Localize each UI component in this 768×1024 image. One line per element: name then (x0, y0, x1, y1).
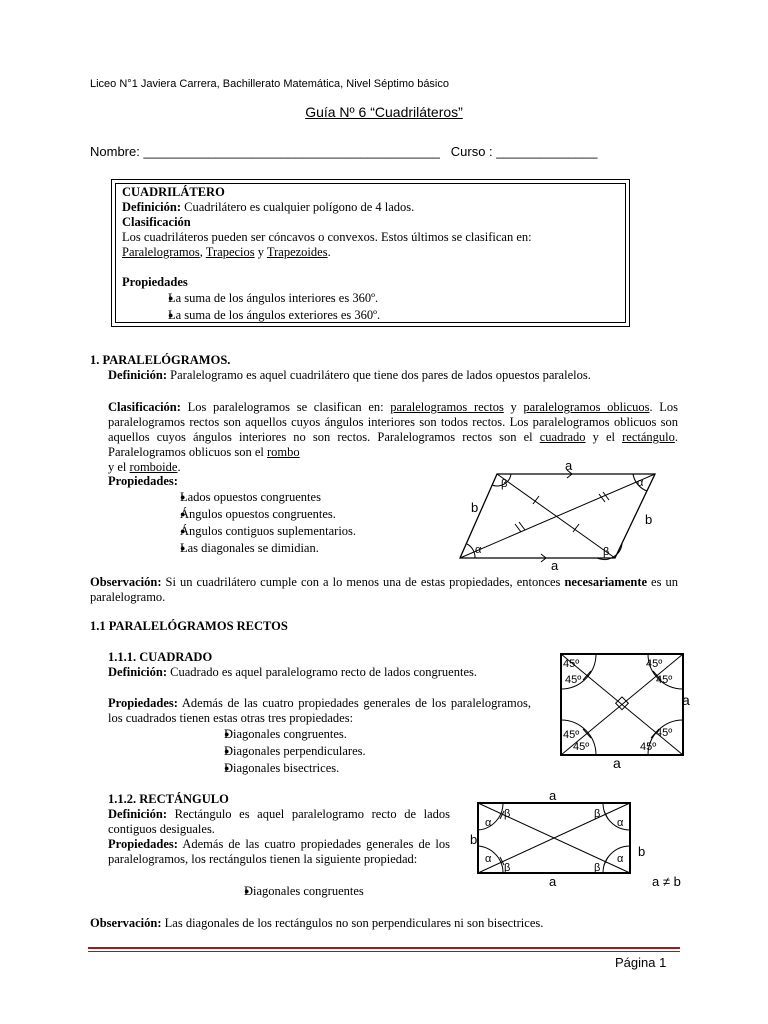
label-beta: β (594, 862, 601, 874)
name-label: Nombre: (90, 144, 140, 159)
box-class-label: Clasificación (122, 215, 191, 229)
text: . Los paralelogramos rectos son aquellos cuyos ángulos interiores son todos rectos. Los paralelogramos oblicuos son aquellos cuyos ángulos interiores no son rectos. Paralelogramos rectos son el (108, 400, 679, 444)
text: es un paralelogramo. (90, 575, 678, 604)
sep: , (199, 245, 206, 259)
section-1-definition (108, 368, 678, 383)
angle-label: 45º (563, 729, 580, 741)
list-item (147, 290, 620, 307)
list-item-text: Diagonales congruentes (244, 884, 364, 898)
rectangulo-definition (108, 807, 450, 837)
def-text: Cuadrado es aquel paralelogramo recto de lados congruentes. (167, 665, 477, 679)
list-item-text: La suma de los ángulos interiores es 360º. (168, 291, 379, 305)
list-item-text: Ángulos opuestos congruentes. (180, 507, 336, 521)
text: y el (585, 430, 623, 444)
label-beta: β (603, 546, 610, 558)
text: . (177, 460, 181, 474)
label-a-bottom: a (549, 874, 557, 888)
diagonal (460, 474, 655, 558)
footer-rule (88, 951, 680, 952)
angle-label: 45º (640, 741, 657, 753)
box-def-label: Definición: (122, 200, 182, 214)
label-a-top: a (565, 458, 573, 473)
def-text: Rectángulo es aquel paralelogramo recto de lados contiguos desiguales. (108, 807, 450, 836)
list-item-text: Diagonales congruentes. (224, 727, 347, 741)
label-b-right: b (638, 844, 646, 859)
label-beta: β (504, 862, 511, 874)
obs-label: Observación: (90, 575, 162, 589)
section-1-heading: 1. PARALELÓGRAMOS. (90, 353, 231, 367)
parallelogram-figure (455, 458, 670, 570)
cuadrado-properties (108, 696, 531, 726)
rectangulo-observation (90, 916, 690, 931)
def-label: Definición: (108, 807, 168, 821)
list-item-text: Diagonales perpendiculares. (224, 744, 366, 758)
angle-arc (467, 544, 475, 558)
obs-text: Las diagonales de los rectángulos no son perpendiculares ni son bisectrices. (161, 916, 544, 930)
text: . Paralelogramos oblicuos son el (108, 430, 678, 459)
list-item (147, 307, 620, 324)
link-romboide[interactable]: romboide (129, 460, 178, 474)
rectangulo-properties (108, 837, 450, 867)
name-blank: _________________________________________ (143, 144, 440, 159)
side-label-a: a (613, 755, 621, 771)
name-line (90, 144, 598, 159)
props-label: Propiedades: (108, 837, 178, 851)
list-item-text: Diagonales bisectrices. (224, 761, 340, 775)
section-1-1-1-heading: 1.1.1. CUADRADO (108, 650, 213, 664)
rectangulo-props-list (126, 883, 426, 900)
inequality-label: a ≠ b (652, 874, 681, 888)
list-item-text: Ángulos contiguos suplementarios. (180, 524, 357, 538)
list-item-text: La suma de los ángulos exteriores es 360º. (168, 308, 381, 322)
link-trapezoides[interactable]: Trapezoides (266, 245, 328, 259)
label-beta: β (504, 808, 511, 820)
tick-mark (515, 524, 521, 532)
label-alpha: α (637, 477, 644, 489)
label-a-bottom: a (551, 558, 559, 570)
list-item-text: Lados opuestos congruentes (180, 490, 321, 504)
link-paralelogramos[interactable]: Paralelogramos (122, 245, 200, 259)
course-label: Curso : (450, 144, 493, 159)
tick-mark (583, 671, 591, 680)
angle-label: 45º (646, 658, 663, 670)
section-1-props-list (126, 489, 426, 557)
def-text: Paralelogramo es aquel cuadrilátero que tiene dos pares de lados opuestos paralelos. (167, 368, 591, 382)
cuadrado-definition (108, 665, 531, 680)
label-b-right: b (645, 512, 653, 527)
label-alpha: α (485, 853, 492, 865)
cuadrado-props-list (126, 726, 426, 777)
list-item-text: Las diagonales se dimidian. (180, 541, 319, 555)
angle-label: 45º (573, 741, 590, 753)
text: y el (108, 460, 130, 474)
link-trapecios[interactable]: Trapecios (205, 245, 255, 259)
side-label-a: a (682, 692, 690, 708)
label-b-left: b (471, 500, 479, 515)
label-beta: β (501, 478, 508, 490)
diagonal (497, 474, 615, 558)
definition-box (111, 179, 630, 327)
label-b-left: b (470, 832, 478, 847)
square-figure (558, 651, 698, 771)
box-heading: CUADRILÁTERO (122, 185, 225, 199)
list-item (126, 760, 426, 777)
angle-label: 45º (565, 674, 582, 686)
list-item (126, 523, 426, 540)
section-1-1-heading: 1.1 PARALELÓGRAMOS RECTOS (90, 619, 288, 633)
label-alpha: α (617, 853, 624, 865)
link-cuadrado[interactable]: cuadrado (539, 430, 586, 444)
list-item (126, 883, 426, 900)
props-text: Además de las cuatro propiedades generales de los paralelogramos, los rectángulos tienen la siguiente propiedad: (108, 837, 450, 866)
sep: . (327, 245, 331, 259)
section-1-observation (90, 575, 678, 605)
box-def-text: Cuadrilátero es cualquier polígono de 4 lados. (181, 200, 415, 214)
link-paralelogramos-rectos[interactable]: paralelogramos rectos (390, 400, 504, 414)
angle-label: 45º (656, 727, 673, 739)
def-label: Definición: (108, 368, 168, 382)
list-item (126, 489, 426, 506)
page-title: Guía Nº 6 “Cuadriláteros” (305, 104, 463, 120)
label-alpha: α (617, 817, 624, 829)
rectangle-figure (470, 788, 695, 888)
label-alpha: α (485, 817, 492, 829)
section-1-1-2-heading: 1.1.2. RECTÁNGULO (108, 792, 229, 806)
obs-bold: necesariamente (564, 575, 648, 589)
section-1-props-label: Propiedades: (108, 474, 178, 488)
sep: y (254, 245, 267, 259)
text: Si un cuadrilátero cumple con a lo menos una de estas propiedades, entonces (161, 575, 565, 589)
tick-mark (519, 522, 525, 530)
text: Los paralelogramos se clasifican en: (180, 400, 391, 414)
label-beta: β (594, 808, 601, 820)
page-number: Página 1 (615, 955, 667, 970)
course-blank: ______________ (496, 144, 598, 159)
institution-line: Liceo N°1 Javiera Carrera, Bachillerato Matemática, Nivel Séptimo básico (90, 78, 449, 90)
list-item (126, 743, 426, 760)
angle-label: 45º (563, 658, 580, 670)
label-a-top: a (549, 788, 557, 803)
link-paralelogramos-oblicuos[interactable]: paralelogramos oblicuos (523, 400, 650, 414)
footer-rule (88, 947, 680, 949)
link-rectangulo[interactable]: rectángulo (622, 430, 675, 444)
props-text: Además de las cuatro propiedades generales de los paralelogramos, los cuadrados tienen estas otras tres propiedades: (108, 696, 531, 725)
box-props-label: Propiedades (122, 275, 188, 289)
props-label: Propiedades: (108, 696, 178, 710)
link-rombo[interactable]: rombo (267, 445, 300, 459)
box-class-text: Los cuadriláteros pueden ser cóncavos o convexos. Estos últimos se clasifican en: (122, 230, 532, 244)
def-label: Definición: (108, 665, 168, 679)
class-label: Clasificación: (108, 400, 181, 414)
angle-label: 45º (656, 674, 673, 686)
list-item (126, 726, 426, 743)
list-item (126, 540, 426, 557)
tick-mark (583, 729, 591, 738)
label-alpha: α (475, 544, 482, 556)
text: y (503, 400, 524, 414)
box-props-list (147, 290, 620, 324)
obs-label: Observación: (90, 916, 162, 930)
list-item (126, 506, 426, 523)
